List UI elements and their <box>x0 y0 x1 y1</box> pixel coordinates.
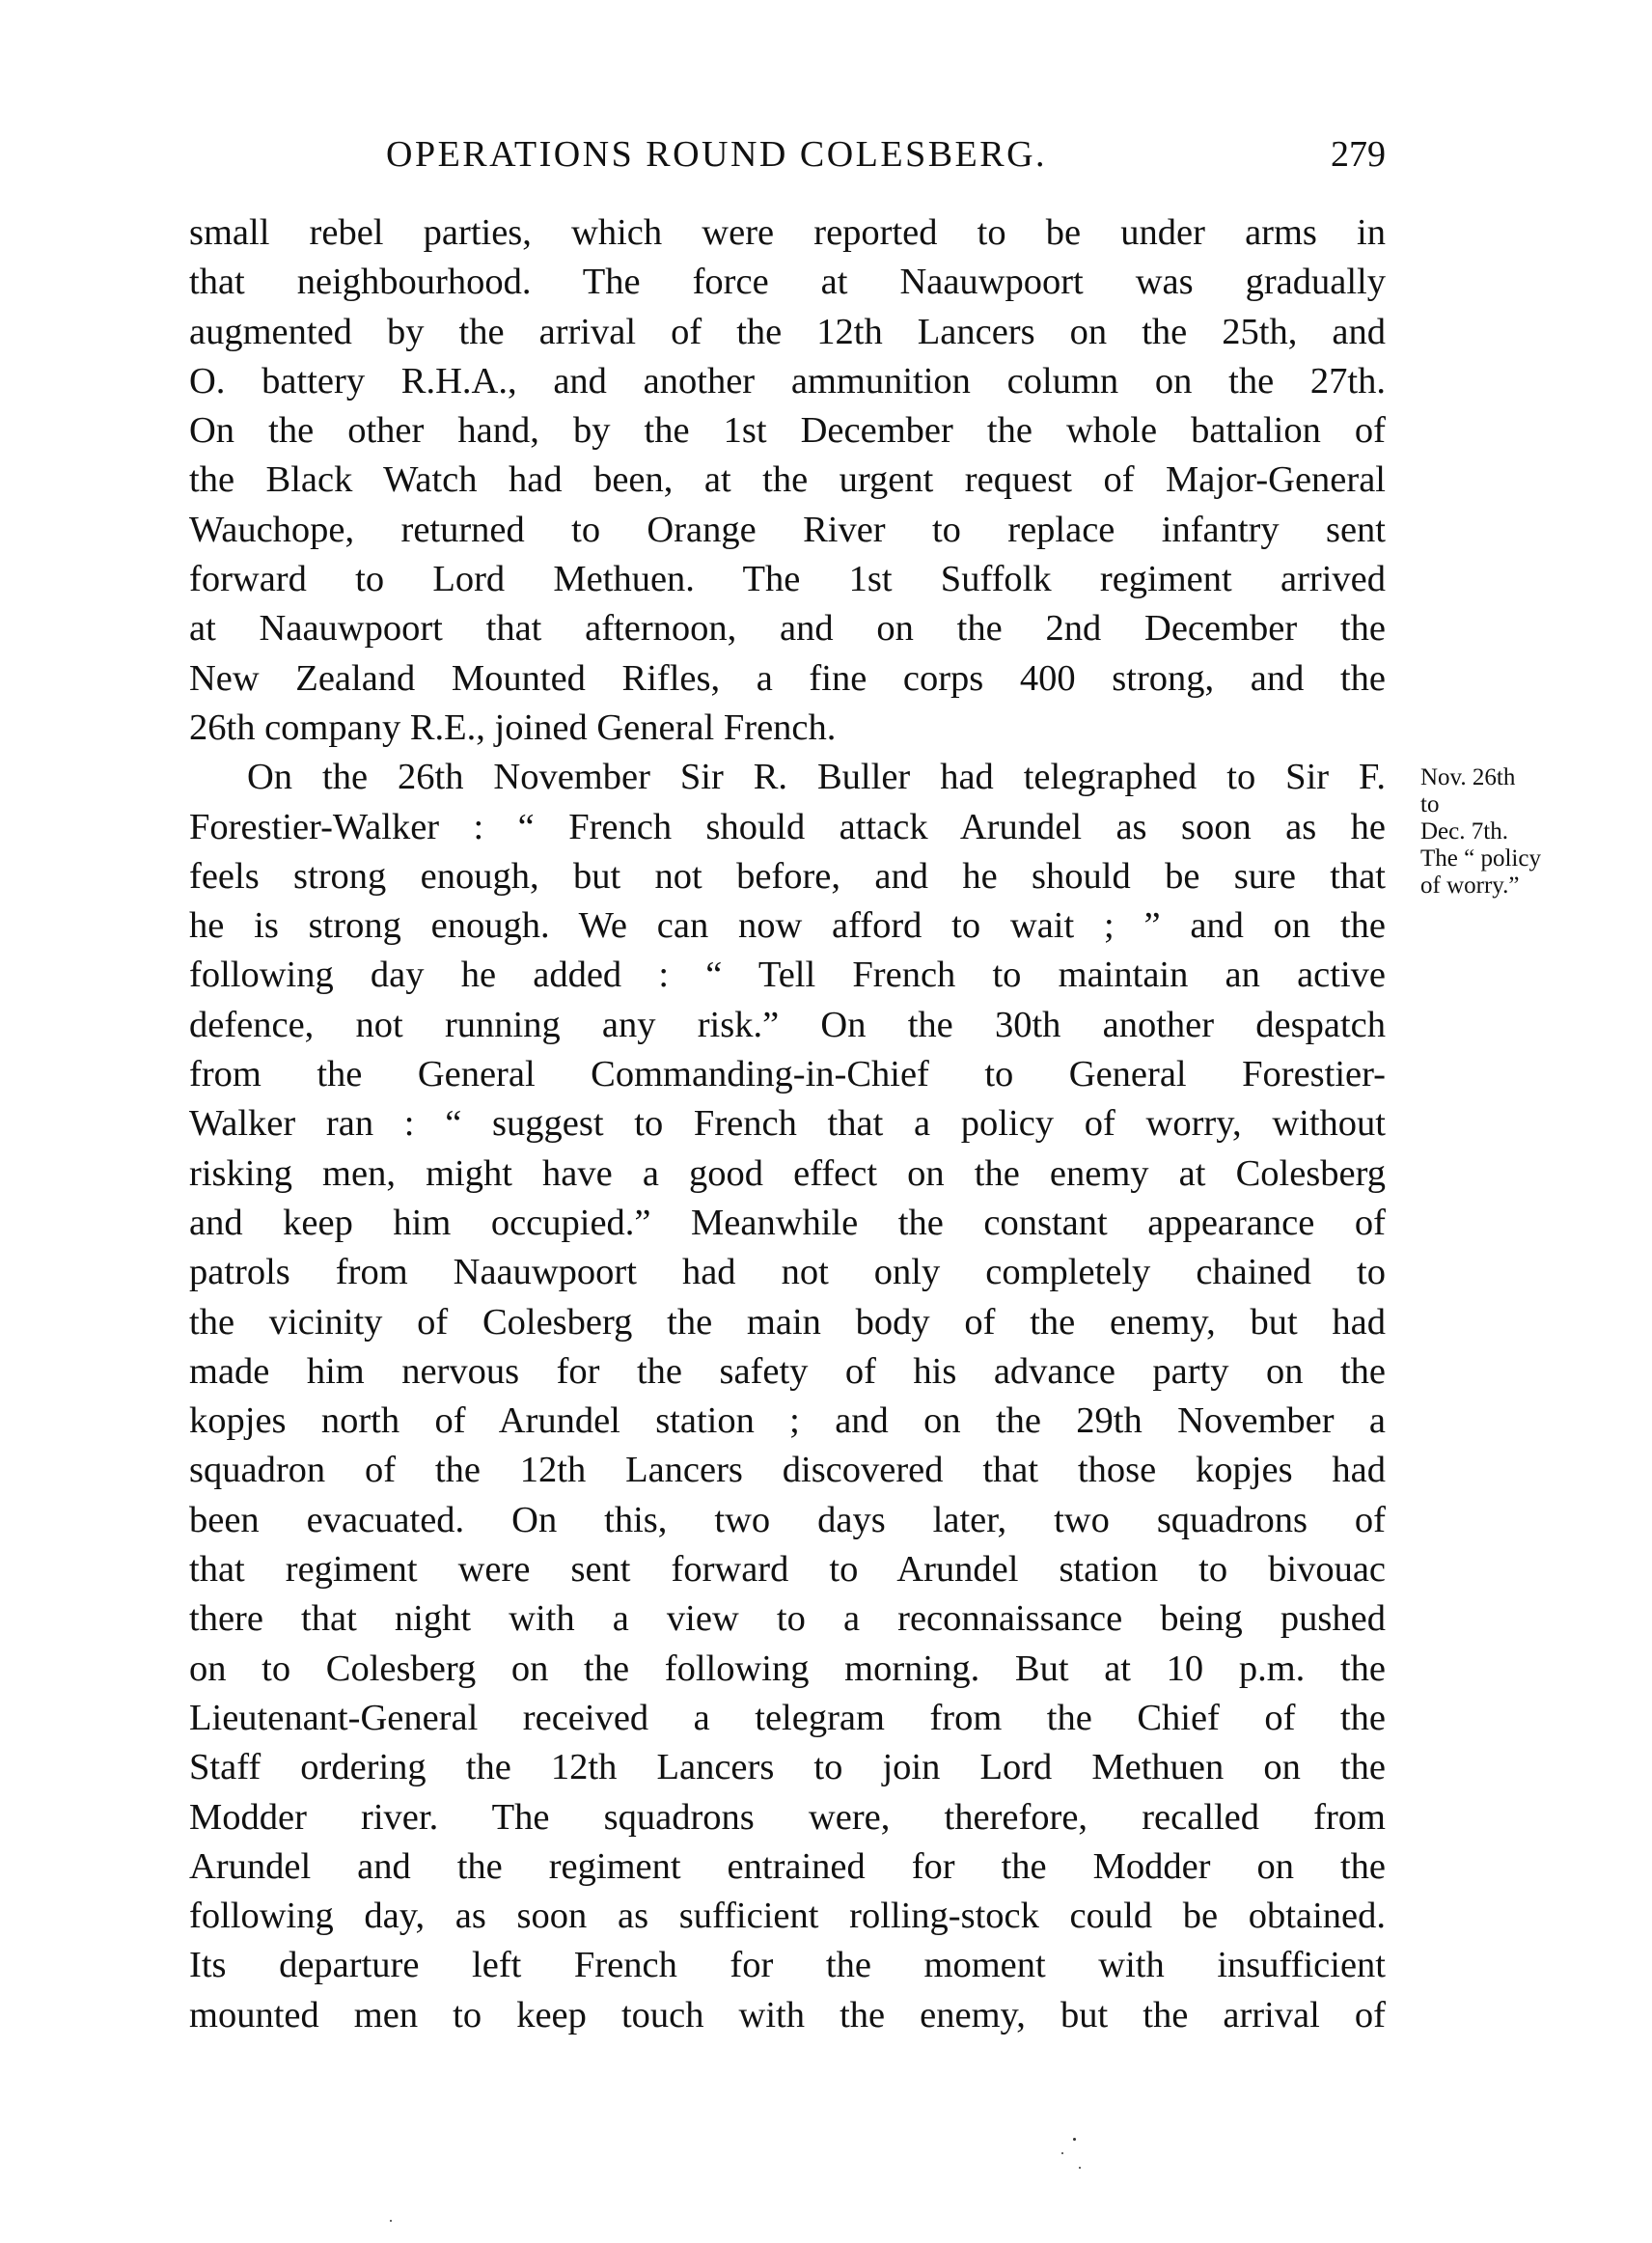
page-number: 279 <box>1331 134 1386 175</box>
text-line: augmented by the arrival of the 12th Lancers on the 25th, and <box>189 311 1386 352</box>
scan-speck <box>1079 2167 1081 2169</box>
running-head <box>189 133 1386 191</box>
text-line: small rebel parties, which were reported to be under arms in <box>189 212 1386 253</box>
text-line: defence, not running any risk.” On the 30th another despatch <box>189 1004 1386 1045</box>
text-line: 26th company R.E., joined General French. <box>189 706 837 748</box>
scan-speck <box>1073 2138 1076 2141</box>
text-line: made him nervous for the safety of his advance party on the <box>189 1350 1386 1392</box>
scan-speck <box>1061 2152 1063 2154</box>
text-line: that regiment were sent forward to Arundel station to bivouac <box>189 1549 1386 1591</box>
text-line: mounted men to keep touch with the enemy, but the arrival of <box>189 1994 1386 2035</box>
text-line: forward to Lord Methuen. The 1st Suffolk regiment arrived <box>189 559 1386 600</box>
text-line: Modder river. The squadrons were, therefore, recalled from <box>189 1796 1386 1838</box>
running-title: OPERATIONS ROUND COLESBERG. <box>386 134 1048 175</box>
text-line: On the other hand, by the 1st December the whole battalion of <box>189 410 1386 452</box>
text-line: following day, as soon as sufficient rolling-stock could be obtained. <box>189 1896 1386 1937</box>
text-line: Arundel and the regiment entrained for the Modder on the <box>189 1845 1386 1887</box>
text-line: squadron of the 12th Lancers discovered that those kopjes had <box>189 1450 1386 1491</box>
text-line: Staff ordering the 12th Lancers to join Lord Methuen on the <box>189 1747 1386 1788</box>
text-line: New Zealand Mounted Rifles, a fine corps 400 strong, and the <box>189 657 1386 699</box>
text-line: been evacuated. On this, two days later, two squadrons of <box>189 1499 1386 1540</box>
text-line: at Naauwpoort that afternoon, and on the 2nd December the <box>189 608 1386 650</box>
sidenote-line: Nov. 26th <box>1420 764 1516 790</box>
sidenote-line: of worry.” <box>1420 872 1520 899</box>
text-line: Forestier-Walker : “ French should attack Arundel as soon as he <box>189 806 1386 847</box>
text-line: patrols from Naauwpoort had not only completely chained to <box>189 1252 1386 1293</box>
text-line: that neighbourhood. The force at Naauwpoort was gradually <box>189 262 1386 303</box>
text-line: Walker ran : “ suggest to French that a policy of worry, without <box>189 1103 1386 1145</box>
text-line: Its departure left French for the moment with insufficient <box>189 1945 1386 1986</box>
text-line: risking men, might have a good effect on the enemy at Colesberg <box>189 1152 1386 1194</box>
text-line: from the General Commanding-in-Chief to General Forestier- <box>189 1054 1386 1095</box>
body-text <box>189 208 1386 2040</box>
text-line: he is strong enough. We can now afford to wait ; ” and on the <box>189 905 1386 947</box>
sidenote-line: Dec. 7th. <box>1420 818 1508 845</box>
scan-speck <box>390 2220 392 2222</box>
text-line: Wauchope, returned to Orange River to replace infantry sent <box>189 509 1386 550</box>
text-line: O. battery R.H.A., and another ammunition column on the 27th. <box>189 360 1386 402</box>
text-line: Lieutenant-General received a telegram from the Chief of the <box>189 1697 1386 1738</box>
sidenote-line: The “ policy <box>1420 845 1541 872</box>
text-line: On the 26th November Sir R. Buller had telegraphed to Sir F. <box>247 757 1386 798</box>
text-line: on to Colesberg on the following morning. But at 10 p.m. the <box>189 1648 1386 1689</box>
text-line: following day he added : “ Tell French to maintain an active <box>189 955 1386 996</box>
marginal-note <box>1420 764 1642 900</box>
text-line: feels strong enough, but not before, and he should be sure that <box>189 855 1386 897</box>
sidenote-line: to <box>1420 791 1440 817</box>
text-line: the vicinity of Colesberg the main body of the enemy, but had <box>189 1301 1386 1343</box>
text-line: the Black Watch had been, at the urgent request of Major-General <box>189 459 1386 501</box>
text-line: kopjes north of Arundel station ; and on the 29th November a <box>189 1400 1386 1442</box>
text-line: and keep him occupied.” Meanwhile the constant appearance of <box>189 1202 1386 1243</box>
text-line: there that night with a view to a reconnaissance being pushed <box>189 1598 1386 1640</box>
